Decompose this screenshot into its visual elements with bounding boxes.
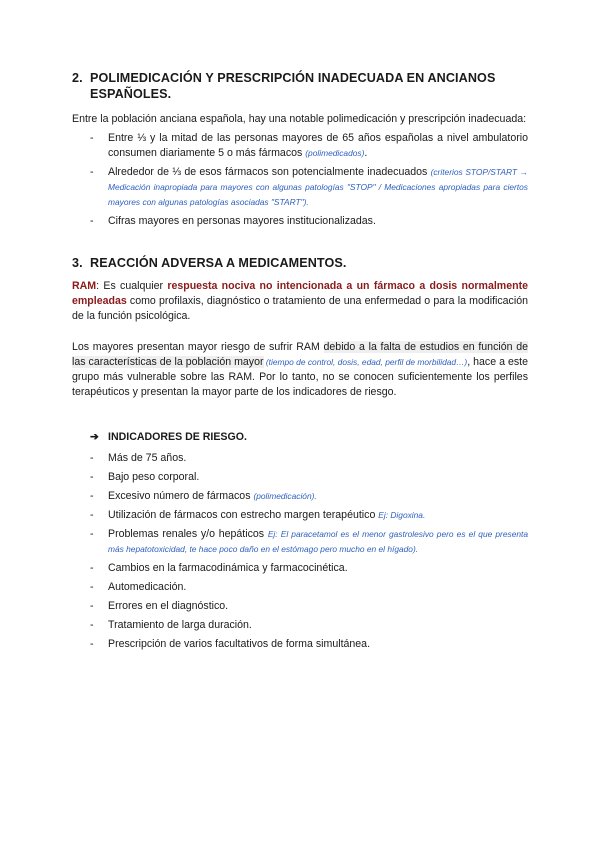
- list-item: - Excesivo número de fármacos (polimedicación).: [90, 490, 317, 502]
- list-item: [72, 165, 528, 210]
- list-item-text: Alrededor de ⅓ de esos fármacos son potencialmente inadecuados (criterios STOP/START → Medicación inapropiada para mayores con algunas patologías "STOP" / Medicaciones apropiadas para ciertos mayores con algunas patologías asociadas "START").: [108, 166, 528, 207]
- indicators-heading: [72, 430, 528, 445]
- ram-highlight: respuesta nociva no intencionada a un fármaco a dosis normalmente empleadas: [72, 280, 528, 307]
- risk-paragraph: Los mayores presentan mayor riesgo de sufrir RAM debido a la falta de estudios en función de las características de la población mayor (tiempo de control, dosis, edad, perfil de morbilidad…), hace a este grupo más vulnerable sobre las RAM. Por lo tanto, no se conocen suficientemente los perfiles terapéuticos y presentan la mayor parte de los indicadores de riesgo.: [72, 341, 528, 398]
- section-2-list: [72, 131, 528, 229]
- list-item: - Prescripción de varios facultativos de forma simultánea.: [90, 638, 371, 650]
- list-item-note: (polimedicados): [305, 148, 365, 158]
- list-item: - Problemas renales y/o hepáticos Ej: El paracetamol es el menor gastrolesivo pero es el que presenta más hepatotoxicidad, te hace poco daño en el estómago pero mucho en el hígado).: [90, 528, 528, 554]
- ram-label: RAM: [72, 280, 97, 292]
- section-3-heading: [72, 255, 528, 271]
- dash-bullet: -: [90, 215, 94, 227]
- list-item: - Automedicación.: [90, 581, 187, 593]
- paragraph-note: (tiempo de control, dosis, edad, perfil de morbilidad…): [263, 357, 468, 367]
- section-3-title: REACCIÓN ADVERSA A MEDICAMENTOS.: [90, 256, 347, 270]
- list-item: - Más de 75 años.: [90, 452, 187, 464]
- list-item: - Cambios en la farmacodinámica y farmacocinética.: [90, 562, 348, 574]
- indicators-title: INDICADORES DE RIESGO.: [108, 431, 247, 443]
- indicators-list: [72, 451, 528, 652]
- section-2-heading: [72, 70, 528, 102]
- arrow-icon: ➔: [90, 431, 99, 443]
- list-item: [72, 214, 528, 229]
- list-item-text: Cifras mayores en personas mayores institucionalizadas.: [108, 215, 376, 227]
- section-2-title: POLIMEDICACIÓN Y PRESCRIPCIÓN INADECUADA EN ANCIANOS ESPAÑOLES.: [90, 71, 496, 101]
- list-item-note: (criterios STOP/START → Medicación inapropiada para mayores con algunas patologías "STOP" / Medicaciones apropiadas para ciertos mayores con algunas patologías asociadas "START").: [108, 167, 528, 207]
- list-item-text: Entre ⅓ y la mitad de las personas mayores de 65 años españolas a nivel ambulatorio consumen diariamente 5 o más fármacos (polimedicados).: [108, 132, 528, 159]
- list-item: - Errores en el diagnóstico.: [90, 600, 229, 612]
- list-item: [72, 131, 528, 161]
- list-item: - Utilización de fármacos con estrecho margen terapéutico Ej: Digoxina.: [90, 509, 426, 521]
- highlighted-text: debido a la falta de estudios en función de las características de la población mayor: [72, 341, 528, 368]
- section-2-number: 2.: [72, 71, 83, 85]
- ram-definition: RAM: Es cualquier respuesta nociva no intencionada a un fármaco a dosis normalmente empleadas como profilaxis, diagnóstico o tratamiento de una enfermedad o para la modificación de la función psicológica.: [72, 280, 528, 322]
- list-item: - Tratamiento de larga duración.: [90, 619, 252, 631]
- list-item: - Bajo peso corporal.: [90, 471, 200, 483]
- dash-bullet: -: [90, 132, 94, 144]
- section-2-intro: Entre la población anciana española, hay una notable polimedicación y prescripción inadecuada:: [72, 113, 527, 125]
- page-content: [72, 70, 528, 656]
- section-3-number: 3.: [72, 256, 83, 270]
- dash-bullet: -: [90, 166, 94, 178]
